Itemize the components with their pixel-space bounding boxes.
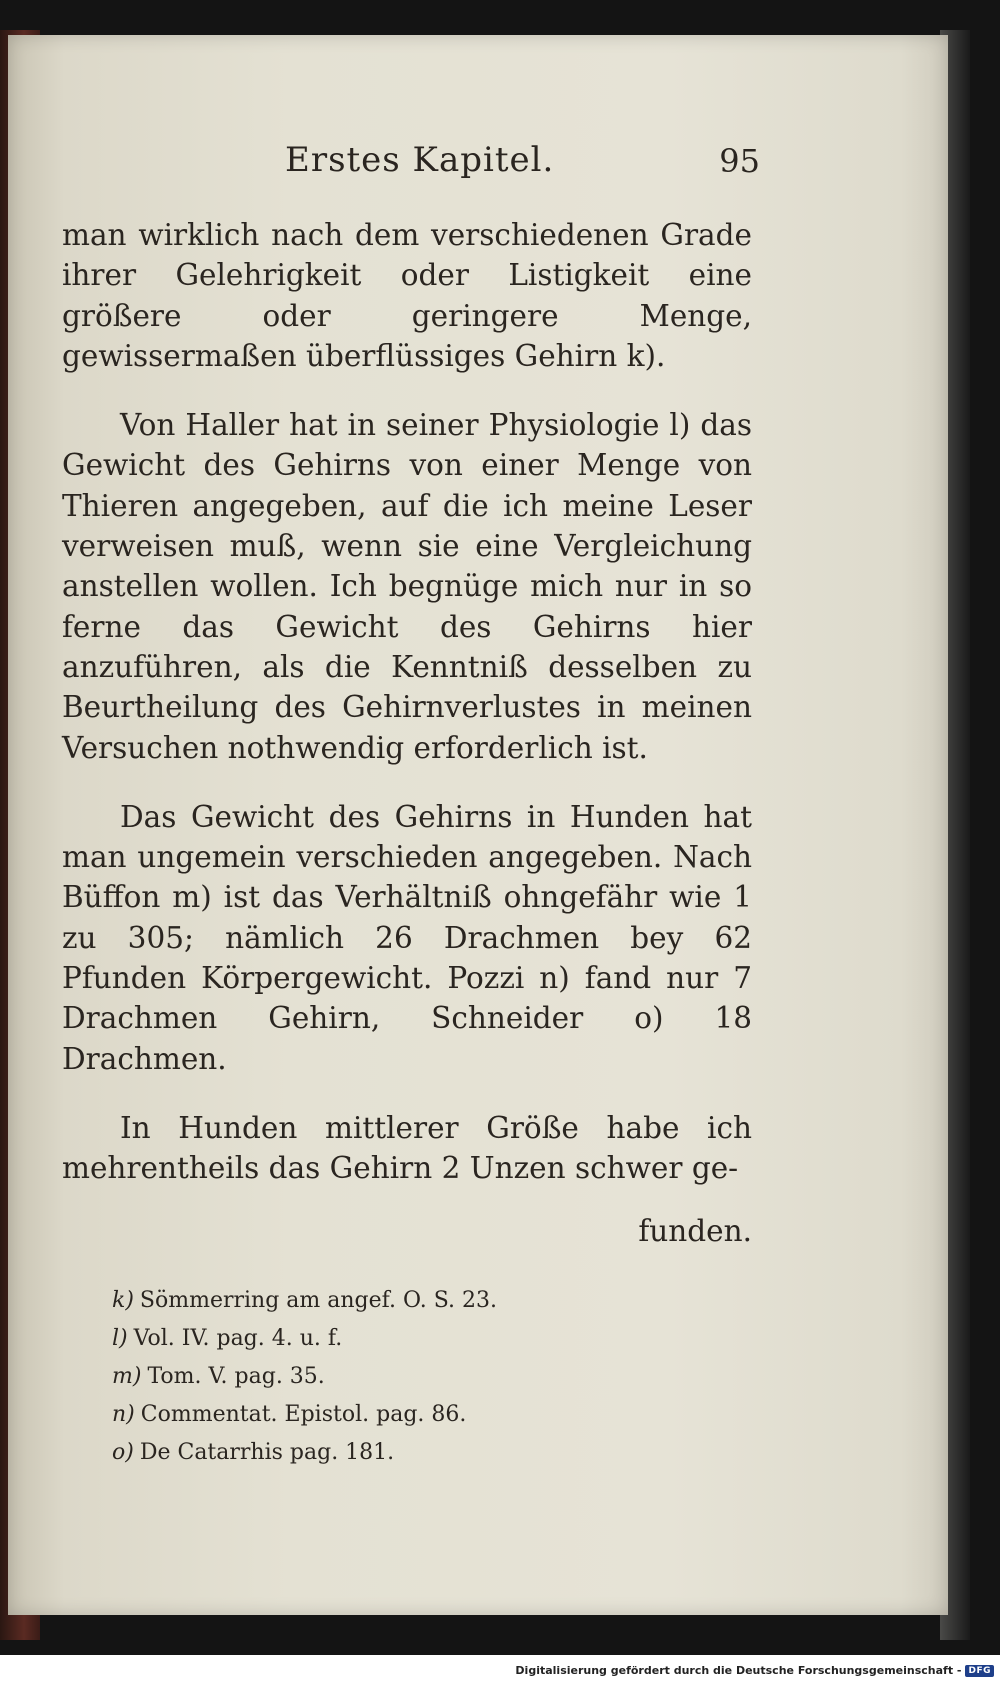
footnote-m <box>112 1358 672 1396</box>
footnote-k <box>112 1282 672 1320</box>
footnote-text: Tom. V. pag. 35. <box>147 1364 325 1389</box>
page-number: 95 <box>719 142 760 180</box>
paragraph-3: Das Gewicht des Gehirns in Hunden hat man ungemein verschieden angegeben. Nach Büffon m) ist das Verhältniß ohngefähr wie 1 zu 305; nämlich 26 Drachmen bey 62 Pfunden Körpergewicht. Pozzi n) fand nur 7 Drachmen Gehirn, Schneider o) 18 Drachmen. <box>62 799 752 1076</box>
paragraph-1: man wirklich nach dem verschiedenen Grade ihrer Gelehrigkeit oder Listigkeit eine größere oder geringere Menge, gewissermaßen überflüssiges Gehirn k). <box>62 218 752 373</box>
main-text <box>62 215 752 1189</box>
credit-text: Digitalisierung gefördert durch die Deutsche Forschungsgemeinschaft - <box>515 1664 962 1677</box>
footnote-n <box>112 1396 672 1434</box>
footnote-text: Vol. IV. pag. 4. u. f. <box>133 1326 343 1351</box>
footnote-text: Sömmerring am angef. O. S. 23. <box>139 1288 497 1313</box>
footnote-o <box>112 1434 672 1472</box>
footnote-text: De Catarrhis pag. 181. <box>139 1440 395 1465</box>
footnote-mark: n) <box>112 1402 135 1427</box>
footnote-mark: k) <box>112 1288 134 1313</box>
dfg-logo: DFG <box>965 1665 994 1677</box>
footnote-mark: l) <box>112 1326 128 1351</box>
paragraph-2: Von Haller hat in seiner Physiologie l) das Gewicht des Gehirns von einer Menge von Thieren angegeben, auf die ich meine Leser verweisen muß, wenn sie eine Vergleichung anstellen wollen. Ich begnüge mich nur in so ferne das Gewicht des Gehirns hier anzuführen, als die Kenntniß desselben zu Beurtheilung des Gehirnverlustes in meinen Versuchen nothwendig erforderlich ist. <box>62 408 752 765</box>
footnote-mark: m) <box>112 1364 142 1389</box>
page-header <box>130 140 760 190</box>
running-title: Erstes Kapitel. <box>285 140 555 180</box>
footnote-l <box>112 1320 672 1358</box>
footnote-mark: o) <box>112 1440 134 1465</box>
footnotes <box>112 1282 672 1472</box>
paragraph-4: In Hunden mittlerer Größe habe ich mehrentheils das Gehirn 2 Unzen schwer ge- <box>62 1110 752 1186</box>
footnote-text: Commentat. Epistol. pag. 86. <box>140 1402 467 1427</box>
continuation-word: funden. <box>638 1214 752 1248</box>
digitization-credit <box>515 1664 994 1677</box>
